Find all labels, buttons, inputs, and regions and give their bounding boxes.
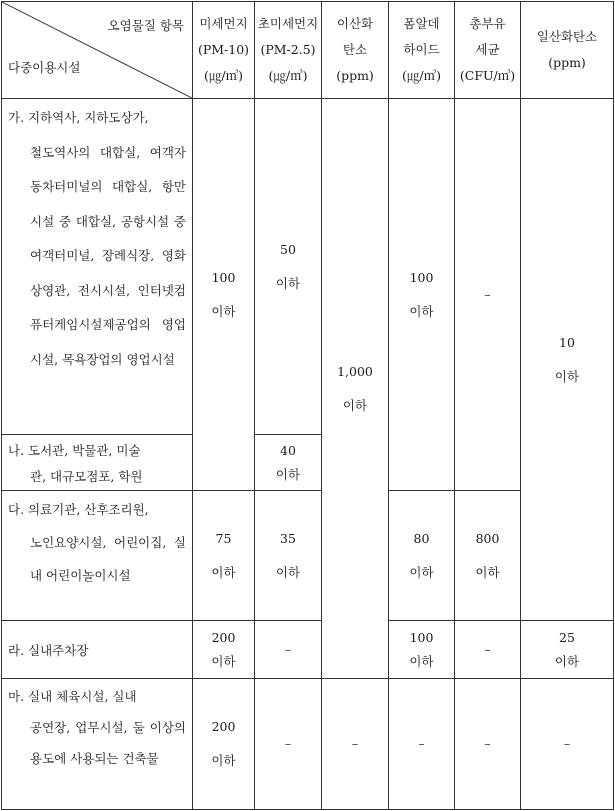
header-bacteria: 총부유 세균 (CFU/㎥) <box>455 2 521 99</box>
facility-row-na: 나. 도서관, 박물관, 미술 관, 대규모점포, 학원 <box>2 435 193 491</box>
co2-value-ga-ra: 1,000 이하 <box>322 99 389 679</box>
bacteria-value-ra: – <box>455 621 521 679</box>
pm25-value-ga: 50 이하 <box>255 99 322 435</box>
pm25-value-ra: – <box>255 621 322 679</box>
header-co2: 이산화 탄소 (ppm) <box>322 2 389 99</box>
formaldehyde-value-ma: – <box>389 679 455 810</box>
pm10-value-ga-na: 100 이하 <box>193 99 255 491</box>
pm10-value-ma: 200 이하 <box>193 679 255 810</box>
co-value-ra: 25 이하 <box>521 621 614 679</box>
formaldehyde-value-da: 80 이하 <box>389 491 455 621</box>
facility-row-da: 다. 의료기관, 산후조리원, 노인요양시설, 어린이집, 실내 어린이놀이시설 <box>2 491 193 621</box>
facility-label: 다중이용시설 <box>8 60 81 75</box>
header-diagonal-cell <box>2 2 193 99</box>
pm25-value-na: 40 이하 <box>255 435 322 491</box>
co-value-ma: – <box>521 679 614 810</box>
header-pm25: 초미세먼지 (PM-2.5) (㎍/㎥) <box>255 2 322 99</box>
air-quality-standards-table <box>1 1 614 810</box>
pm10-value-ra: 200 이하 <box>193 621 255 679</box>
header-pm10: 미세먼지 (PM-10) (㎍/㎥) <box>193 2 255 99</box>
co-value-ga-da: 10 이하 <box>521 99 614 621</box>
formaldehyde-value-ra: 100 이하 <box>389 621 455 679</box>
header-formaldehyde: 폼알데 하이드 (㎍/㎥) <box>389 2 455 99</box>
bacteria-value-ga-na: – <box>455 99 521 491</box>
facility-row-ra: 라. 실내주차장 <box>2 621 193 679</box>
facility-row-ga: 가. 지하역사, 지하도상가, 철도역사의 대합실, 여객자동차터미널의 대합실, 항만시설 중 대합실, 공항시설 중 여객터미널, 장례식장, 영화상영관, 전시시설, 인터넷컴퓨터게임시설제공업의 영업시설, 목욕장업의 영업시설 <box>2 99 193 435</box>
bacteria-value-ma: – <box>455 679 521 810</box>
header-co: 일산화탄소 (ppm) <box>521 2 614 99</box>
item-label: 오염물질 항목 <box>107 18 184 33</box>
co2-value-ma: – <box>322 679 389 810</box>
formaldehyde-value-ga-na: 100 이하 <box>389 99 455 491</box>
pm25-value-ma: – <box>255 679 322 810</box>
pm25-value-da: 35 이하 <box>255 491 322 621</box>
facility-row-ma: 마. 실내 체육시설, 실내 공연장, 업무시설, 둘 이상의 용도에 사용되는 건축물 <box>2 679 193 810</box>
bacteria-value-da: 800 이하 <box>455 491 521 621</box>
pm10-value-da: 75 이하 <box>193 491 255 621</box>
